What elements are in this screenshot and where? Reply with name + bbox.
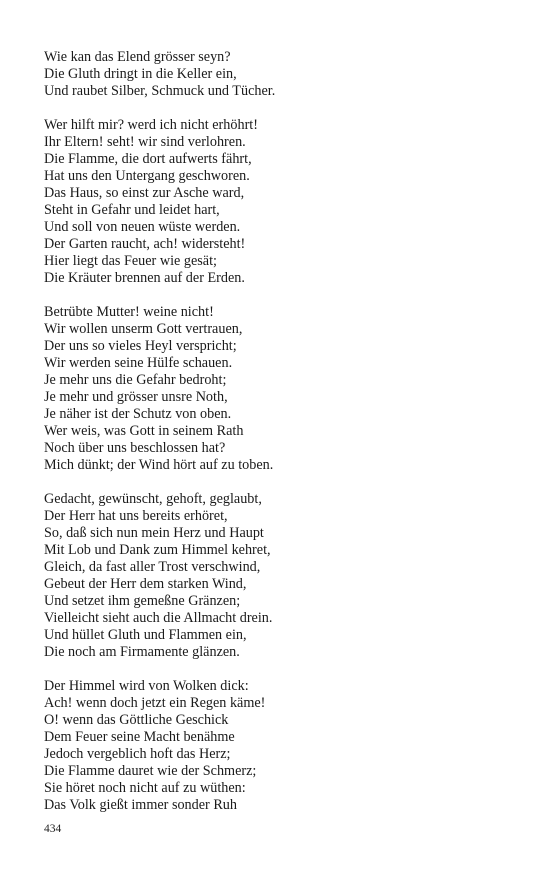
verse-line: Dem Feuer seine Macht benähme — [44, 729, 235, 745]
verse-line: Der Himmel wird von Wolken dick: — [44, 678, 249, 694]
poem-body — [44, 49, 514, 831]
verse-line: Die Flamme dauret wie der Schmerz; — [44, 763, 257, 779]
verse-line: Je näher ist der Schutz von oben. — [44, 406, 232, 422]
verse-line: Und raubet Silber, Schmuck und Tücher. — [44, 83, 276, 99]
verse-line: Wer weis, was Gott in seinem Rath — [44, 423, 244, 439]
verse-line: Wir werden seine Hülfe schauen. — [44, 355, 233, 371]
verse-line: Die noch am Firmamente glänzen. — [44, 644, 240, 660]
verse-line: Wer hilft mir? werd ich nicht erhöhrt! — [44, 117, 258, 133]
verse-line: Gleich, da fast aller Trost verschwind, — [44, 559, 261, 575]
verse-line: Und hüllet Gluth und Flammen ein, — [44, 627, 247, 643]
verse-line: Mich dünkt; der Wind hört auf zu toben. — [44, 457, 274, 473]
verse-line: So, daß sich nun mein Herz und Haupt — [44, 525, 264, 541]
verse-line: Die Gluth dringt in die Keller ein, — [44, 66, 237, 82]
verse-line: Der Garten raucht, ach! widersteht! — [44, 236, 246, 252]
verse-line: Der Herr hat uns bereits erhöret, — [44, 508, 228, 524]
verse-line: Gebeut der Herr dem starken Wind, — [44, 576, 247, 592]
stanza-1 — [44, 49, 514, 100]
verse-line: Hat uns den Untergang geschworen. — [44, 168, 250, 184]
verse-line: Vielleicht sieht auch die Allmacht drein. — [44, 610, 273, 626]
verse-line: Das Haus, so einst zur Asche ward, — [44, 185, 245, 201]
verse-line: Gedacht, gewünscht, gehoft, geglaubt, — [44, 491, 262, 507]
verse-line: Das Volk gießt immer sonder Ruh — [44, 797, 237, 813]
verse-line: Je mehr uns die Gefahr bedroht; — [44, 372, 227, 388]
stanza-3 — [44, 304, 514, 474]
verse-line: O! wenn das Göttliche Geschick — [44, 712, 229, 728]
page-number: 434 — [44, 823, 62, 835]
verse-line: Ihr Eltern! seht! wir sind verlohren. — [44, 134, 246, 150]
verse-line: Wir wollen unserm Gott vertrauen, — [44, 321, 243, 337]
verse-line: Und soll von neuen wüste werden. — [44, 219, 241, 235]
verse-line: Steht in Gefahr und leidet hart, — [44, 202, 220, 218]
verse-line: Wie kan das Elend grösser seyn? — [44, 49, 231, 65]
stanza-5 — [44, 678, 514, 814]
stanza-2 — [44, 117, 514, 287]
verse-line: Die Kräuter brennen auf der Erden. — [44, 270, 245, 286]
verse-line: Der uns so vieles Heyl verspricht; — [44, 338, 237, 354]
verse-line: Je mehr und grösser unsre Noth, — [44, 389, 228, 405]
verse-line: Und setzet ihm gemeßne Gränzen; — [44, 593, 241, 609]
verse-line: Sie höret noch nicht auf zu wüthen: — [44, 780, 246, 796]
verse-line: Noch über uns beschlossen hat? — [44, 440, 226, 456]
verse-line: Die Flamme, die dort aufwerts fährt, — [44, 151, 252, 167]
verse-line: Ach! wenn doch jetzt ein Regen käme! — [44, 695, 266, 711]
stanza-4 — [44, 491, 514, 661]
verse-line: Betrübte Mutter! weine nicht! — [44, 304, 214, 320]
verse-line: Mit Lob und Dank zum Himmel kehret, — [44, 542, 271, 558]
verse-line: Jedoch vergeblich hoft das Herz; — [44, 746, 231, 762]
verse-line: Hier liegt das Feuer wie gesät; — [44, 253, 217, 269]
